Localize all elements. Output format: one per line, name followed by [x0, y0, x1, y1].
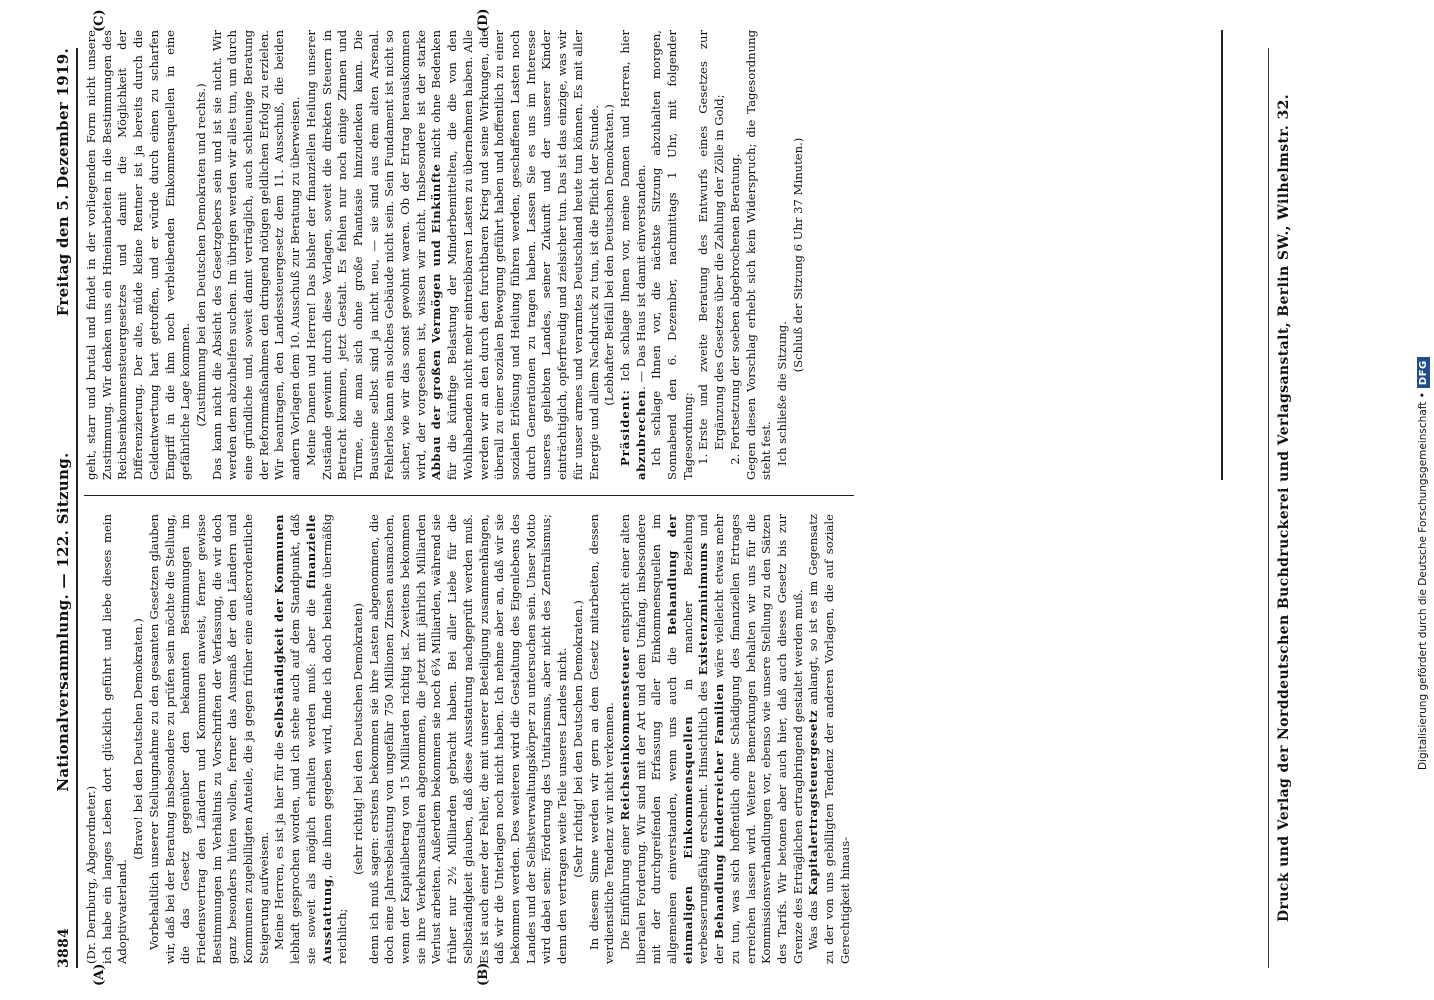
emphasis: abzubrechen: [633, 389, 648, 480]
margin-marker-b: (B): [476, 962, 491, 986]
emphasis: Selbständigkeit der Kommunen: [272, 514, 287, 738]
digitization-credit: [1413, 10, 1433, 770]
agenda-list: [696, 30, 743, 480]
paragraph: Vorbehaltlich unserer Stellungnahme zu den gesamten Gesetzen glauben wir, daß bei der Beratung insbesondere zu prüfen sein möchte die Stellung, die das Gesetz gegenüber den bekannten Bestimmungen im Friedensvertrag den Ländern und Kommunen anweist, ferner gewisse Bestimmungen im Verhältnis zu Vorschriften der Verfassung, die wir doch ganz besonders hüten wollen, ferner das Ausmaß der den Ländern und Kommunen zugebilligten Anteile, die ja gegen früher eine außerordentliche Steigerung aufweisen.: [146, 514, 271, 964]
paragraph: denn ich muß sagen: erstens bekommen sie ihre Lasten abgenommen, die doch eine Jahresbelastung von ungefähr 750 Millionen Zinsen ausmachen, wenn der Kapitalbetrag von 15 Milliarden richtig ist. Zweitens bekommen sie ihre Verkehrsanstalten abgenommen, die jetzt mit jährlich Milliarden Verlust arbeiten. Außerdem bekommen sie noch 6¾ Milliarden, während sie früher nur 2½ Milliarden gebracht haben. Bei aller Liebe für die Selbständigkeit glauben, daß diese Ausstattung nachgeprüft werden muß. Es ist auch einer der Fehler, die mit unserer Beteiligung zusammenhängen, daß wir die Unterlagen noch nicht haben. Ich nehme aber an, daß wir sie bekommen werden. Des weiteren wird die Gestaltung des Eigenlebens des Landes und der Selbstverwaltungskörper zu untersuchen sein. Unser Motto wird dabei sein: Förderung des Unitarismus, aber nicht des Zentralismus; denn den vertragen weite Teile unseres Landes nicht.: [366, 514, 570, 964]
paragraph: Die Einführung einer Reichseinkommensteuer entspricht einer alten liberalen Forderung. Wir sind mit der Art und dem Umfang, insbesondere mit der durchgreifenden Erfassung aller Einkommensquellen im allgemeinen einverstanden, wenn uns auch die Behandlung der einmaligen Einkommensquellen in mancher Beziehung verbesserungsfähig erscheint. Hinsichtlich des Existenzminimums und der Behandlung kinderreicher Familien wäre vielleicht etwas mehr zu tun, was sich hoffentlich ohne Schädigung des finanziellen Ertrages erreichen lassen wird. Weitere Bemerkungen behalten wir uns für die Kommissionsverhandlungen vor, ebenso wie unsere Stellung zu den Sätzen des Tarifs. Wir betonen aber auch hier, daß auch dieses Gesetz bis zur Grenze des Erträglichen ertragbringend gestaltet werden muß.: [617, 514, 805, 964]
paragraph: Gegen diesen Vorschlag erhebt sich kein Widerspruch; die Tagesordnung steht fest.: [743, 30, 774, 480]
left-column: [84, 514, 1114, 964]
margin-marker-a: (A): [92, 963, 107, 986]
emphasis: Existenzminimums: [696, 542, 711, 676]
emphasis: Abbau der großen Vermögen und Einkünfte: [429, 163, 444, 480]
header-rule: [76, 48, 78, 968]
interjection: (Zustimmung bei den Deutschen Demokraten und rechts.): [193, 83, 208, 427]
margin-marker-d: (D): [476, 8, 491, 32]
president-label: Präsident:: [617, 389, 632, 466]
speaker-note: (Dr. Dernburg, Abgeordneter.): [84, 785, 98, 964]
running-head-left-title: Nationalversammlung. — 122. Sitzung.: [54, 452, 72, 792]
interjection: (sehr richtig! bei den Deutschen Demokraten): [350, 603, 365, 875]
emphasis: finanzielle Ausstattung: [303, 514, 334, 964]
right-column: [84, 30, 1114, 480]
paragraph: Meine Herren, es ist ja hier für die Selbständigkeit der Kommunen lebhaft gesprochen worden, und ich stehe auch auf dem Standpunkt, daß sie soweit als möglich erhalten werden muß: aber die finanzielle Ausstattung, die ihnen gegeben wird, finde ich doch beinahe übermäßig reichlich;: [272, 514, 350, 964]
margin-marker-c: (C): [92, 9, 107, 32]
paragraph: Ich schlage Ihnen vor, die nächste Sitzung abzuhalten morgen, Sonnabend den 6. Dezember, nachmittags 1 Uhr, mit folgender Tagesordnung:: [649, 30, 695, 480]
paragraph: In diesem Sinne werden wir gern an dem Gesetz mitarbeiten, dessen verdienstliche Tendenz wir nicht verkennen.: [586, 514, 617, 964]
column-separator: [84, 495, 854, 496]
running-head: [48, 48, 72, 968]
imprint-rule: [1268, 48, 1269, 968]
agenda-item: 2. Fortsetzung der soeben abgebrochenen Beratung.: [728, 30, 744, 450]
interjection: (Lebhafter Beifall bei den Deutschen Demokraten.): [602, 104, 617, 406]
printer-imprint: Druck und Verlag der Norddeutschen Buchdruckerei und Verlagsanstalt, Berlin SW., Wilhelmstr. 32.: [1276, 93, 1292, 923]
running-head-right-title: Freitag den 5. Dezember 1919.: [54, 48, 72, 317]
agenda-item: 1. Erste und zweite Beratung des Entwurfs eines Gesetzes zur Ergänzung des Gesetzes über die Zahlung der Zölle in Gold;: [696, 30, 727, 450]
dfg-logo: DFG: [1417, 357, 1430, 388]
interjection: (Bravo! bei den Deutschen Demokraten.): [131, 618, 146, 860]
digitization-sidebar: [1408, 0, 1434, 1000]
paragraph: Ich schließe die Sitzung.: [774, 321, 789, 466]
digitization-credit-text: Digitalisierung gefördert durch die Deutsche Forschungsgemeinschaft •: [1417, 392, 1429, 770]
rotated-page: [6, 8, 1386, 988]
emphasis: Reichseinkommensteuer: [617, 646, 632, 821]
end-rule: [1221, 30, 1223, 480]
paragraph: Das kann nicht die Absicht des Gesetzgebers sein und ist sie nicht. Wir werden dem abzuhelfen suchen. Im übrigen werden wir alles tun, um durch eine gründliche und, soweit damit verträglich, auch schleunige Beratung der Reformmaßnahmen den dringend nötigen geldlichen Erfolg zu erzielen. Wir beantragen, den Landessteuergesetz dem 11. Ausschuß, die beiden andern Vorlagen dem 10. Ausschuß zur Beratung zu überweisen.: [209, 30, 303, 480]
emphasis: Behandlung der einmaligen Einkommensquellen: [665, 514, 695, 964]
paragraph: ich habe ein langes Leben dort glücklich geführt und liebe dieses mein Adoptivvaterland.: [99, 514, 130, 964]
emphasis: Behandlung kinderreicher Familien: [712, 683, 727, 939]
interjection: (Sehr richtig! bei den Deutschen Demokraten.): [570, 600, 585, 878]
closing-note: (Schluß der Sitzung 6 Uhr 37 Minuten.): [790, 137, 805, 373]
emphasis: Kapitalertragsteuergesetz: [806, 710, 821, 896]
paragraph: Meine Damen und Herren! Das bisher der finanziellen Heilung unserer Zustände gewinnt durch diese Vorlagen, soweit die direkten Steuern in Betracht kommen, jetzt Gestalt. Es fehlen nur noch einige Zinnen und Türme, die man sich ohne große Phantasie hinzudenken kann. Die Bausteine selbst sind ja nicht neu, — sie sind aus dem alten Arsenal. Fehlerlos kann ein solches Gebäude nicht sein. Sein Fundament ist nicht so sicher, wie wir das sonst gewohnt waren. Ob der Ertrag herauskommen wird, der vorgesehen ist, wissen wir nicht. Insbesondere ist der starke Abbau der großen Vermögen und Einkünfte nicht ohne Bedenken für die künftige Belastung der Minderbemittelten, die die von den Wohlhabenden nicht mehr eintreibbaren Lasten zu übernehmen haben. Alle werden wir an den durch den furchtbaren Krieg und seine Wirkungen, die überall zu einer sozialen Bewegung geführt haben und hoffentlich zu einer sozialen Erlösung und Heilung führen werden, geschaffenen Lasten noch durch Generationen zu tragen haben. Lassen Sie es uns im Interesse unseres geliebten Landes, seiner Zukunft und der unserer Kinder einträchtiglich, opferfreudig und zielsicher tun. Das ist das einzige, was wir für unser armes und verarmtes Deutschland heute tun können. Es mit aller Energie und allem Nachdruck zu tun, ist die Pflicht der Stunde.: [303, 30, 601, 480]
paragraph: Was das Kapitalertragsteuergesetz anlangt, so ist es im Gegensatz zu der von uns gebilligten Tendenz der anderen Vorlagen, die auf soziale Gerechtigkeit hinaus-: [806, 514, 852, 964]
paragraph: Präsident: Ich schlage Ihnen vor, meine Damen und Herren, hier abzubrechen. — Das Haus ist damit einverstanden.: [617, 30, 648, 480]
page-number: 3884: [56, 927, 72, 968]
paragraph: geht, starr und brutal und findet in der vorliegenden Form nicht unsere Zustimmung. Wir denken uns ein Hineinarbeiten in die Bestimmungen des Reichseinkommensteuergesetzes und damit die Möglichkeit der Differenzierung. Der alte, müde kleine Rentner ist ja bereits durch die Geldentwertung hart getroffen, und er würde durch einen zu scharfen Eingriff in die ihm noch verbleibenden Einkommensquellen in eine gefährliche Lage kommen.: [84, 30, 193, 480]
